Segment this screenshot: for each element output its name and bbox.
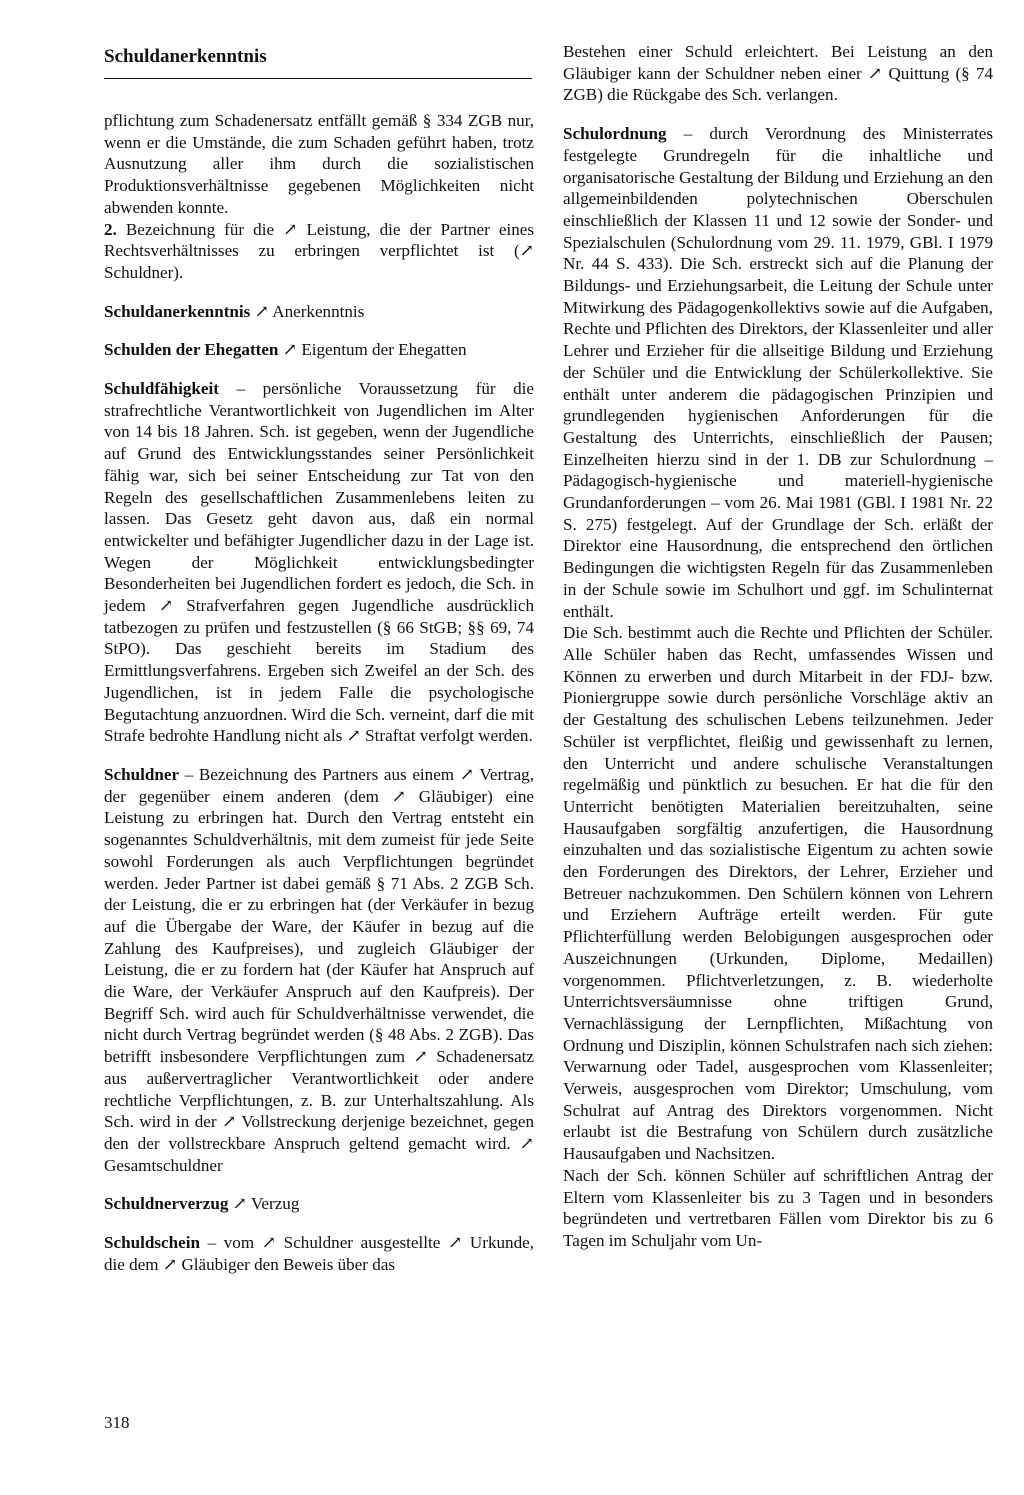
page-header-title: Schuldanerkenntnis [104, 46, 267, 67]
entry-schuldschein-continuation [563, 41, 993, 106]
left-column [104, 110, 534, 1292]
entry-text: – durch Verordnung des Ministerrates festgelegte Grundregeln für die inhaltliche und organisatorische Gestaltung der Bildung und Erziehung an den allgemeinbildenden polytechnischen Oberschulen einschließlich der Klassen 11 und 12 sowie der Sonder- und Spezialschulen (Schulordnung vom 29. 11. 1979, GBl. I 1979 Nr. 44 S. 433). Die Sch. erstreckt sich auf die Planung der Bildungs- und Erziehungsarbeit, die Leitung der Schule unter Mitwirkung des Pädagogenkollektivs sowie auf die Aufgaben, Rechte und Pflichten des Direktors, der Klassenleiter und aller Lehrer und Erzieher für die allseitige Bildung und Erziehung der Schüler und die Entwicklung der Schülerkollektive. Sie enthält unter anderem die pädagogischen Prinzipien und grundlegenden hygienischen Anforderungen für die Gestaltung des Unterrichts, einschließlich der Pausen; Einzelheiten hierzu sind in der 1. DB zur Schulordnung – Pädagogisch-hygienische und materiell-hygienische Grundanforderungen – vom 26. Mai 1981 (GBl. I 1981 Nr. 22 S. 275) festgelegt. Auf der Grundlage der Sch. erläßt der Direktor eine Hausordnung, die entsprechend den örtlichen Bedingungen die wichtigsten Regeln für das Zusammenleben in der Schule sowie im Schulhort und ggf. im Schulinternat enthält. [563, 124, 993, 621]
entry-paragraph [563, 1165, 993, 1252]
entry-text: – persönliche Voraussetzung für die strafrechtliche Verantwortlichkeit von Jugendlichen im Alter von 14 bis 18 Jahren. Sch. ist gegeben, wenn der Jugendliche auf Grund des Entwicklungsstandes seiner Persönlichkeit fähig war, sich bei seiner Entscheidung zur Tat von den Regeln des gesellschaftlichen Zusammenlebens leiten zu lassen. Das Gesetz geht davon aus, daß ein normal entwickelter und befähigter Jugendlicher dazu in der Lage ist. Wegen der Möglichkeit entwicklungsbedingter Besonderheiten bei Jugendlichen fordert es jedoch, die Sch. in jedem ↗ Strafverfahren gegen Jugendliche ausdrücklich tatbezogen zu prüfen und festzustellen (§ 66 StGB; §§ 69, 74 StPO). Das geschieht bereits im Stadium des Ermittlungsverfahrens. Ergeben sich Zweifel an der Sch. des Jugendlichen, ist in jedem Falle die psychologische Begutachtung anzuordnen. Wird die Sch. verneint, darf die mit Strafe bedrohte Handlung nicht als ↗ Straftat verfolgt werden. [104, 379, 534, 746]
entry-term: 2. [104, 219, 117, 239]
entry-term: Schuldnerverzug [104, 1194, 229, 1214]
entry-schuldner [104, 764, 534, 1176]
entry-text: Bezeichnung für die ↗ Leistung, die der Partner eines Rechtsverhältnisses zu erbringen verpflichtet ist (↗ Schuldner). [104, 219, 534, 282]
entry-schuldanerkenntnis [104, 301, 534, 323]
entry-text: – Bezeichnung des Partners aus einem ↗ Vertrag, der gegenüber einem anderen (dem ↗ Gläubiger) eine Leistung zu erbringen hat. Durch den Vertrag entsteht ein sogenanntes Schuldverhältnis, mit dem zumeist für jede Seite sowohl Forderungen als auch Verpflichtungen begründet werden. Jeder Partner ist dabei gemäß § 71 Abs. 2 ZGB Sch. der Leistung, die er zu erbringen hat (der Verkäufer in bezug auf die Übergabe der Ware, der Käufer in bezug auf die Zahlung des Kaufpreises), und zugleich Gläubiger der Leistung, die er zu fordern hat (der Käufer hat Anspruch auf die Ware, der Verkäufer Anspruch auf den Kaufpreis). Der Begriff Sch. wird auch für Schuldverhältnisse verwendet, die nicht durch Vertrag begründet werden (§ 48 Abs. 2 ZGB). Das betrifft insbesondere Verpflichtungen zum ↗ Schadenersatz aus außervertraglicher Verantwortlichkeit oder andere rechtliche Verpflichtungen, z. B. zur Unterhaltszahlung. Als Sch. wird in der ↗ Vollstreckung derjenige bezeichnet, gegen den der vollstreckbare Anspruch geltend gemacht wird. ↗ Gesamtschuldner [104, 764, 534, 1175]
entry-text: ↗ Verzug [228, 1194, 300, 1214]
entry-schuldfaehigkeit [104, 378, 534, 747]
page-number: 318 [104, 1413, 130, 1432]
entry-schulden-der-ehegatten [104, 339, 534, 361]
entry-schuldschein [104, 1232, 534, 1275]
entry-paragraph [563, 622, 993, 1165]
entry-definition-2 [104, 219, 534, 284]
entry-term: Schulden der Ehegatten [104, 340, 279, 360]
entry-term: Schuldfähigkeit [104, 379, 219, 399]
entry-text: Die Sch. bestimmt auch die Rechte und Pflichten der Schüler. Alle Schüler haben das Recht, umfassendes Wissen und Können zu erwerben und durch Mitarbeit in der FDJ- bzw. Pioniergruppe sowie durch persönliche Vorschläge aktiv an der Gestaltung des schulischen Lebens teilzunehmen. Jeder Schüler ist verpflichtet, fleißig und gewissenhaft zu lernen, den Unterricht und andere schulische Veranstaltungen regelmäßig und pünktlich zu besuchen. Er hat die für den Unterricht benötigten Materialien bereitzuhalten, seine Hausaufgaben sorgfältig anzufertigen, die Hausordnung einzuhalten und das sozialistische Eigentum zu achten sowie den Forderungen des Direktors, der Lehrer, Erzieher und Betreuer nachzukommen. Den Schülern können von Lehrern und Erziehern Aufträge erteilt werden. Für gute Pflichterfüllung werden Belobigungen ausgesprochen oder Auszeichnungen (Urkunden, Diplome, Medaillen) vorgenommen. Pflichtverletzungen, z. B. wiederholte Unterrichtsversäumnisse ohne triftigen Grund, Vernachlässigung der Lernpflichten, Mißachtung von Ordnung und Disziplin, können Schulstrafen nach sich ziehen: Verwarnung oder Tadel, ausgesprochen vom Klassenleiter; Verweis, ausgesprochen vom Direktor; Umschulung, vom Schulrat auf Antrag des Direktors vorgenommen. Nicht erlaubt ist die Bestrafung von Schülern durch zusätzliche Hausaufgaben und Nachsitzen. [563, 623, 993, 1164]
entry-schulordnung [563, 123, 993, 622]
entry-schuldnerverzug [104, 1193, 534, 1215]
entry-term: Schuldanerkenntnis [104, 301, 251, 321]
entry-term: Schuldschein [104, 1233, 200, 1253]
entry-text: ↗ Anerkenntnis [250, 301, 365, 321]
entry-text: Bestehen einer Schuld erleichtert. Bei Leistung an den Gläubiger kann der Schuldner neben einer ↗ Quittung (§ 74 ZGB) die Rückgabe des Sch. verlangen. [563, 42, 993, 105]
entry-text: Nach der Sch. können Schüler auf schriftlichen Antrag der Eltern vom Klassenleiter bis zu 3 Tagen und in besonders begründeten und vertretbaren Fällen vom Direktor bis zu 6 Tagen im Schuljahr vom Un- [563, 1165, 993, 1250]
entry-continuation [104, 110, 534, 219]
entry-text: pflichtung zum Schadenersatz entfällt gemäß § 334 ZGB nur, wenn er die Umstände, die zum Schaden geführt haben, trotz Ausnutzung aller ihm durch die sozialistischen Produktionsverhältnisse gegebenen Möglichkeiten nicht abwenden konnte. [104, 111, 534, 217]
right-column [563, 41, 993, 1252]
entry-term: Schuldner [104, 764, 180, 784]
entry-text: – vom ↗ Schuldner ausgestellte ↗ Urkunde, die dem ↗ Gläubiger den Beweis über das [104, 1233, 534, 1274]
header-rule [104, 78, 532, 79]
entry-text: ↗ Eigentum der Ehegatten [278, 340, 467, 360]
entry-term: Schulordnung [563, 124, 667, 144]
